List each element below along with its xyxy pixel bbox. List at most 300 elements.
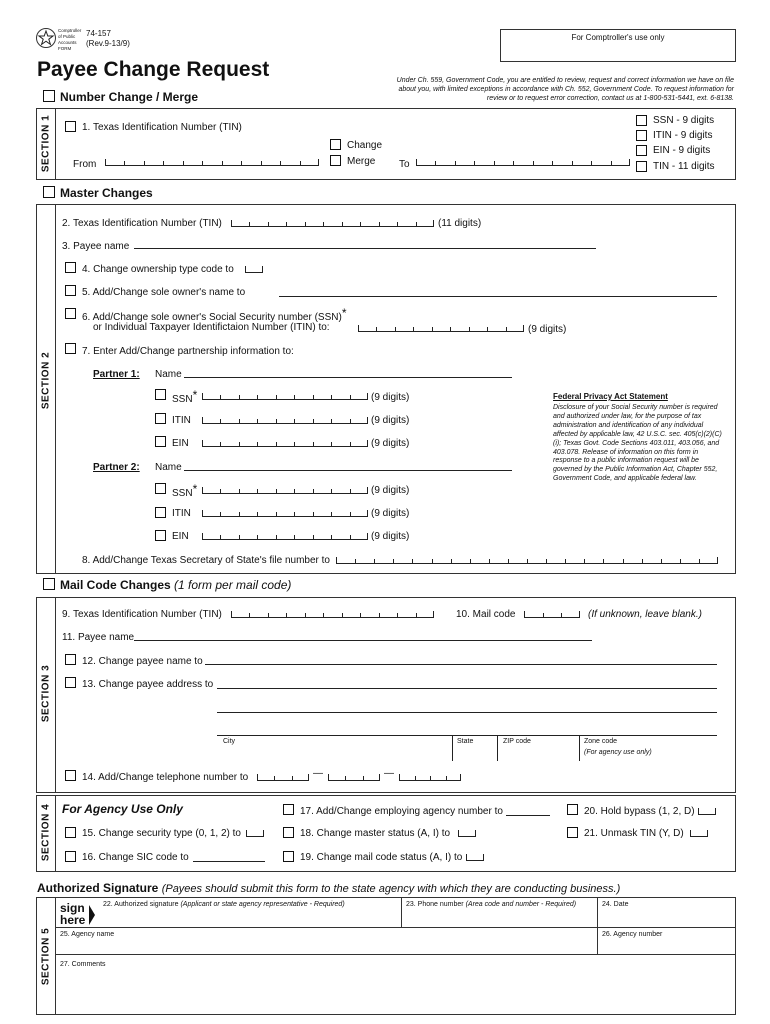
- item2-label: 2. Texas Identification Number (TIN): [62, 218, 222, 229]
- field-tick: [561, 613, 562, 617]
- field-tick: [350, 512, 351, 516]
- field-tick: [313, 395, 314, 399]
- phone-dash-2: —: [384, 768, 394, 779]
- field-tick: [261, 161, 262, 165]
- privacy-text: Disclosure of your Social Security number is required and authorized under law, for the purpose of tax administration and identification of any individual affected by applicable law, 42 U.S.C. sec. 405(c)(2)(C)(i); Texas Govt. Code Sections 403.011, 403.056, and 403.078. Release of information on this form in response to a public information request will be governed by the Public Information Act, Chapter 552, Government Code, and applicable federal law.: [553, 404, 722, 483]
- item10-label: 10. Mail code: [456, 609, 516, 620]
- item25-label: 25. Agency name: [60, 931, 115, 938]
- hold-bypass-field[interactable]: [698, 809, 716, 815]
- field-tick: [393, 559, 394, 563]
- form-revision: (Rev.9-13/9): [86, 39, 130, 48]
- item19-label: 19. Change mail code status (A, I) to: [300, 852, 463, 863]
- field-tick: [294, 419, 295, 423]
- field-tick: [350, 419, 351, 423]
- form-number: 74-157: [86, 29, 111, 38]
- field-tick: [294, 395, 295, 399]
- field-tick: [331, 535, 332, 539]
- itin-option-label: ITIN - 9 digits: [653, 130, 713, 141]
- field-tick: [342, 613, 343, 617]
- field-tick: [202, 417, 203, 423]
- field-tick: [591, 161, 592, 165]
- field-tick: [699, 559, 700, 563]
- item4-checkbox[interactable]: [65, 262, 76, 273]
- item14-checkbox[interactable]: [65, 770, 76, 781]
- field-tick: [433, 220, 434, 226]
- field-tick: [450, 327, 451, 331]
- field-tick: [245, 266, 246, 272]
- item12-checkbox[interactable]: [65, 654, 76, 665]
- security-type-field[interactable]: [246, 831, 264, 837]
- field-tick: [715, 808, 716, 814]
- field-tick: [397, 222, 398, 226]
- field-tick: [489, 559, 490, 563]
- field-tick: [262, 266, 263, 272]
- field-tick: [249, 613, 250, 617]
- field-tick: [163, 161, 164, 165]
- field-tick: [202, 161, 203, 165]
- field-tick: [412, 559, 413, 563]
- field-tick: [239, 395, 240, 399]
- sign-here-marker: [60, 902, 85, 926]
- unmask-tin-field[interactable]: [690, 831, 708, 837]
- item7-checkbox[interactable]: [65, 343, 76, 354]
- field-tick: [483, 854, 484, 860]
- item5-checkbox[interactable]: [65, 285, 76, 296]
- field-tick: [276, 419, 277, 423]
- field-tick: [367, 533, 368, 539]
- field-tick: [300, 161, 301, 165]
- field-tick: [276, 489, 277, 493]
- item2-tin-field[interactable]: [231, 221, 434, 227]
- field-tick: [690, 830, 691, 836]
- field-tick: [524, 611, 525, 617]
- change-label: Change: [347, 140, 383, 151]
- address-line2-field[interactable]: [217, 712, 717, 713]
- phone-area-field[interactable]: [257, 775, 309, 781]
- field-tick: [413, 327, 414, 331]
- field-tick: [350, 535, 351, 539]
- section3-heading: Mail Code Changes (1 form per mail code): [60, 578, 292, 592]
- field-tick: [506, 327, 507, 331]
- field-tick: [455, 161, 456, 165]
- partner2-ein-checkbox[interactable]: [155, 530, 166, 541]
- section2-label: SECTION 2: [40, 351, 52, 410]
- field-tick: [331, 395, 332, 399]
- partner1-ssn-hint: (9 digits): [371, 392, 410, 403]
- section3-box: [36, 597, 736, 793]
- field-tick: [313, 442, 314, 446]
- row2-border: [56, 927, 736, 928]
- master-changes-checkbox[interactable]: [43, 186, 55, 198]
- field-tick: [342, 222, 343, 226]
- item3-label: 3. Payee name: [62, 241, 130, 252]
- section2-heading: Master Changes: [60, 186, 153, 200]
- item17-checkbox[interactable]: [283, 804, 294, 815]
- field-tick: [367, 417, 368, 423]
- field-tick: [313, 512, 314, 516]
- field-tick: [397, 613, 398, 617]
- partner1-itin-label: ITIN: [172, 415, 191, 426]
- field-tick: [350, 489, 351, 493]
- field-tick: [305, 613, 306, 617]
- field-tick: [294, 535, 295, 539]
- item20-checkbox[interactable]: [567, 804, 578, 815]
- field-tick: [313, 419, 314, 423]
- field-tick: [430, 776, 431, 780]
- field-tick: [328, 774, 329, 780]
- field-tick: [451, 559, 452, 563]
- item6-label-line1: 6. Add/Change sole owner's Social Security number (SSN)*: [82, 306, 347, 323]
- field-tick: [460, 774, 461, 780]
- tin-checkbox[interactable]: [65, 121, 76, 132]
- section3-heading-note: (1 form per mail code): [174, 578, 292, 592]
- field-tick: [433, 611, 434, 617]
- field-tick: [416, 613, 417, 617]
- field-tick: [661, 559, 662, 563]
- zip-divider: [579, 736, 580, 761]
- item11-payee-name-field[interactable]: [134, 640, 592, 641]
- field-tick: [220, 489, 221, 493]
- field-tick: [611, 161, 612, 165]
- item4-label: 4. Change ownership type code to: [82, 264, 234, 275]
- field-tick: [292, 776, 293, 780]
- field-tick: [367, 487, 368, 493]
- item12-label: 12. Change payee name to: [82, 656, 203, 667]
- field-tick: [305, 222, 306, 226]
- item6-ssn-field[interactable]: [358, 326, 524, 332]
- item6-hint: (9 digits): [528, 324, 567, 335]
- page-title: Payee Change Request: [37, 58, 270, 81]
- field-tick: [323, 222, 324, 226]
- zone-note: (For agency use only): [584, 749, 652, 756]
- mail-code-field[interactable]: [524, 612, 580, 618]
- field-tick: [415, 776, 416, 780]
- partner2-itin-field[interactable]: [202, 511, 368, 517]
- field-tick: [231, 611, 232, 617]
- field-tick: [395, 327, 396, 331]
- phone-date-divider: [597, 897, 598, 927]
- field-tick: [257, 419, 258, 423]
- partner2-ein-field[interactable]: [202, 534, 368, 540]
- privacy-title: Federal Privacy Act Statement: [553, 392, 668, 401]
- mail-code-status-field[interactable]: [466, 855, 484, 861]
- item7-label: 7. Enter Add/Change partnership information to:: [82, 346, 294, 357]
- sole-owner-name-field[interactable]: [279, 296, 717, 297]
- field-tick: [222, 161, 223, 165]
- field-tick: [698, 808, 699, 814]
- field-tick: [435, 161, 436, 165]
- field-tick: [355, 559, 356, 563]
- field-tick: [331, 419, 332, 423]
- field-tick: [345, 776, 346, 780]
- field-tick: [336, 557, 337, 563]
- field-tick: [257, 512, 258, 516]
- field-tick: [379, 222, 380, 226]
- partner2-ssn-hint: (9 digits): [371, 485, 410, 496]
- city-divider: [452, 736, 453, 761]
- field-tick: [680, 559, 681, 563]
- agency-divider: [597, 927, 598, 954]
- partner2-ein-hint: (9 digits): [371, 531, 410, 542]
- phone-dash-1: —: [313, 768, 323, 779]
- field-tick: [220, 535, 221, 539]
- partner2-itin-checkbox[interactable]: [155, 507, 166, 518]
- field-tick: [475, 830, 476, 836]
- partner2-ssn-checkbox[interactable]: [155, 483, 166, 494]
- field-tick: [257, 442, 258, 446]
- item18-checkbox[interactable]: [283, 827, 294, 838]
- seal-caption: Comptroller of Public Accounts FORM: [58, 28, 82, 51]
- partner1-name-field[interactable]: [184, 377, 512, 378]
- state-label: State: [457, 738, 474, 745]
- field-tick: [623, 559, 624, 563]
- zip-label: ZIP code: [503, 738, 531, 745]
- payee-name-field[interactable]: [134, 248, 596, 249]
- item14-label: 14. Add/Change telephone number to: [82, 772, 249, 783]
- field-tick: [367, 393, 368, 399]
- phone-prefix-field[interactable]: [328, 775, 380, 781]
- field-tick: [546, 559, 547, 563]
- field-tick: [360, 222, 361, 226]
- item8-label: 8. Add/Change Texas Secretary of State's file number to: [82, 555, 330, 566]
- signature-field[interactable]: [100, 897, 401, 927]
- ein-option-checkbox[interactable]: [636, 145, 647, 156]
- phone-line-field[interactable]: [399, 775, 461, 781]
- field-tick: [276, 512, 277, 516]
- field-tick: [399, 774, 400, 780]
- partner2-ssn-field[interactable]: [202, 488, 368, 494]
- from-tin-field[interactable]: [105, 160, 319, 166]
- field-tick: [603, 559, 604, 563]
- partner2-label: Partner 2:: [93, 462, 140, 473]
- field-tick: [323, 613, 324, 617]
- partner1-itin-field[interactable]: [202, 418, 368, 424]
- field-tick: [584, 559, 585, 563]
- field-tick: [313, 489, 314, 493]
- field-tick: [220, 395, 221, 399]
- field-tick: [470, 559, 471, 563]
- item15-label: 15. Change security type (0, 1, 2) to: [82, 828, 241, 839]
- field-tick: [367, 440, 368, 446]
- tin-option-label: TIN - 11 digits: [653, 161, 715, 172]
- city-state-zip-row: [217, 735, 717, 760]
- field-tick: [318, 159, 319, 165]
- partner1-ein-checkbox[interactable]: [155, 436, 166, 447]
- field-tick: [629, 159, 630, 165]
- sign-here-line2: here: [60, 913, 86, 927]
- item24-label: 24. Date: [602, 901, 629, 908]
- field-tick: [220, 512, 221, 516]
- partner2-name-field[interactable]: [184, 470, 512, 471]
- field-tick: [276, 395, 277, 399]
- field-tick: [579, 611, 580, 617]
- field-tick: [239, 419, 240, 423]
- field-tick: [458, 830, 459, 836]
- section5-heading-note: (Payees should submit this form to the state agency with which they are conducting business.): [161, 883, 621, 895]
- field-tick: [527, 559, 528, 563]
- master-status-field[interactable]: [458, 831, 476, 837]
- field-tick: [707, 830, 708, 836]
- from-label: From: [73, 159, 97, 170]
- ssn-option-label: SSN - 9 digits: [653, 115, 715, 126]
- partner1-name-label: Name: [155, 369, 182, 380]
- partner2-ein-label: EIN: [172, 531, 189, 542]
- field-tick: [466, 854, 467, 860]
- field-tick: [487, 327, 488, 331]
- item6-checkbox[interactable]: [65, 308, 76, 319]
- field-tick: [202, 393, 203, 399]
- partner2-itin-hint: (9 digits): [371, 508, 410, 519]
- item13-checkbox[interactable]: [65, 677, 76, 688]
- field-tick: [257, 535, 258, 539]
- field-tick: [331, 489, 332, 493]
- mail-code-changes-checkbox[interactable]: [43, 578, 55, 590]
- field-tick: [246, 830, 247, 836]
- field-tick: [105, 159, 106, 165]
- tin-option-checkbox[interactable]: [636, 161, 647, 172]
- field-tick: [286, 222, 287, 226]
- field-tick: [313, 535, 314, 539]
- item20-label: 20. Hold bypass (1, 2, D): [584, 806, 695, 817]
- field-tick: [239, 489, 240, 493]
- partner1-ssn-label: SSN*: [172, 388, 198, 405]
- field-tick: [494, 161, 495, 165]
- partner1-ein-label: EIN: [172, 438, 189, 449]
- city-label: City: [223, 738, 236, 745]
- field-tick: [552, 161, 553, 165]
- row3-border: [56, 954, 736, 955]
- field-tick: [144, 161, 145, 165]
- field-tick: [416, 159, 417, 165]
- field-tick: [268, 613, 269, 617]
- field-tick: [523, 325, 524, 331]
- field-tick: [231, 220, 232, 226]
- field-tick: [416, 222, 417, 226]
- to-label: To: [399, 159, 410, 170]
- comptroller-use-box: [500, 29, 736, 62]
- to-tin-field[interactable]: [416, 160, 630, 166]
- field-tick: [572, 161, 573, 165]
- section1-label: SECTION 1: [40, 114, 52, 173]
- partner1-ssn-checkbox[interactable]: [155, 389, 166, 400]
- field-tick: [376, 327, 377, 331]
- field-tick: [239, 535, 240, 539]
- field-tick: [239, 512, 240, 516]
- new-payee-name-field[interactable]: [205, 664, 717, 665]
- field-tick: [294, 512, 295, 516]
- field-tick: [508, 559, 509, 563]
- section5-label: SECTION 5: [40, 927, 52, 986]
- field-tick: [360, 613, 361, 617]
- field-tick: [257, 395, 258, 399]
- section3-label: SECTION 3: [40, 664, 52, 723]
- item18-label: 18. Change master status (A, I) to: [300, 828, 451, 839]
- sic-code-field[interactable]: [193, 861, 265, 862]
- field-tick: [202, 533, 203, 539]
- ssn-option-checkbox[interactable]: [636, 115, 647, 126]
- employing-agency-field[interactable]: [506, 815, 550, 816]
- field-tick: [533, 161, 534, 165]
- partner1-ein-field[interactable]: [202, 441, 368, 447]
- field-tick: [308, 774, 309, 780]
- address-line1-field[interactable]: [217, 688, 717, 689]
- section5-heading: Authorized Signature (Payees should submit this form to the state agency with which they are conducting business.): [37, 881, 621, 895]
- field-tick: [220, 442, 221, 446]
- comptroller-use-label: For Comptroller's use only: [571, 33, 665, 42]
- merge-checkbox[interactable]: [330, 155, 341, 166]
- section4-label: SECTION 4: [40, 803, 52, 862]
- section4-heading: For Agency Use Only: [62, 802, 183, 816]
- field-tick: [257, 774, 258, 780]
- item22-label: 22. Authorized signature (Applicant or state agency representative - Required): [103, 901, 345, 908]
- field-tick: [379, 613, 380, 617]
- change-checkbox[interactable]: [330, 139, 341, 150]
- item9-label: 9. Texas Identification Number (TIN): [62, 609, 222, 620]
- field-tick: [257, 489, 258, 493]
- field-tick: [202, 440, 203, 446]
- partner1-ssn-field[interactable]: [202, 394, 368, 400]
- field-tick: [202, 510, 203, 516]
- field-tick: [565, 559, 566, 563]
- field-tick: [274, 776, 275, 780]
- section1-box: [36, 108, 736, 180]
- ownership-code-field[interactable]: [245, 267, 263, 273]
- item16-checkbox[interactable]: [65, 851, 76, 862]
- field-tick: [432, 559, 433, 563]
- sig-phone-divider: [401, 897, 402, 927]
- state-divider: [497, 736, 498, 761]
- sign-here-line1: sign: [60, 901, 85, 915]
- item23-note: (Area code and number - Required): [465, 901, 577, 908]
- item9-tin-field[interactable]: [231, 612, 434, 618]
- field-tick: [331, 442, 332, 446]
- field-tick: [717, 557, 718, 563]
- field-tick: [350, 442, 351, 446]
- item13-label: 13. Change payee address to: [82, 679, 214, 690]
- item23-label: 23. Phone number (Area code and number - Required): [406, 901, 577, 908]
- item16-label: 16. Change SIC code to: [82, 852, 189, 863]
- field-tick: [220, 419, 221, 423]
- item21-checkbox[interactable]: [567, 827, 578, 838]
- section1-heading: Number Change / Merge: [60, 90, 199, 104]
- item26-label: 26. Agency number: [602, 931, 663, 938]
- field-tick: [474, 161, 475, 165]
- field-tick: [280, 161, 281, 165]
- item19-checkbox[interactable]: [283, 851, 294, 862]
- field-tick: [249, 222, 250, 226]
- field-tick: [543, 613, 544, 617]
- field-tick: [202, 487, 203, 493]
- field-tick: [367, 510, 368, 516]
- partner2-itin-label: ITIN: [172, 508, 191, 519]
- partner1-label: Partner 1:: [93, 369, 140, 380]
- field-tick: [294, 442, 295, 446]
- field-tick: [239, 442, 240, 446]
- item5-label: 5. Add/Change sole owner's name to: [82, 287, 246, 298]
- itin-option-checkbox[interactable]: [636, 130, 647, 141]
- merge-label: Merge: [347, 156, 376, 167]
- partner1-itin-hint: (9 digits): [371, 415, 410, 426]
- item15-checkbox[interactable]: [65, 827, 76, 838]
- field-tick: [331, 512, 332, 516]
- field-tick: [374, 559, 375, 563]
- sos-file-number-field[interactable]: [336, 558, 718, 564]
- partner1-itin-checkbox[interactable]: [155, 413, 166, 424]
- partner1-ein-hint: (9 digits): [371, 438, 410, 449]
- item17-label: 17. Add/Change employing agency number to: [300, 806, 503, 817]
- partner2-ssn-label: SSN*: [172, 482, 198, 499]
- partner2-name-label: Name: [155, 462, 182, 473]
